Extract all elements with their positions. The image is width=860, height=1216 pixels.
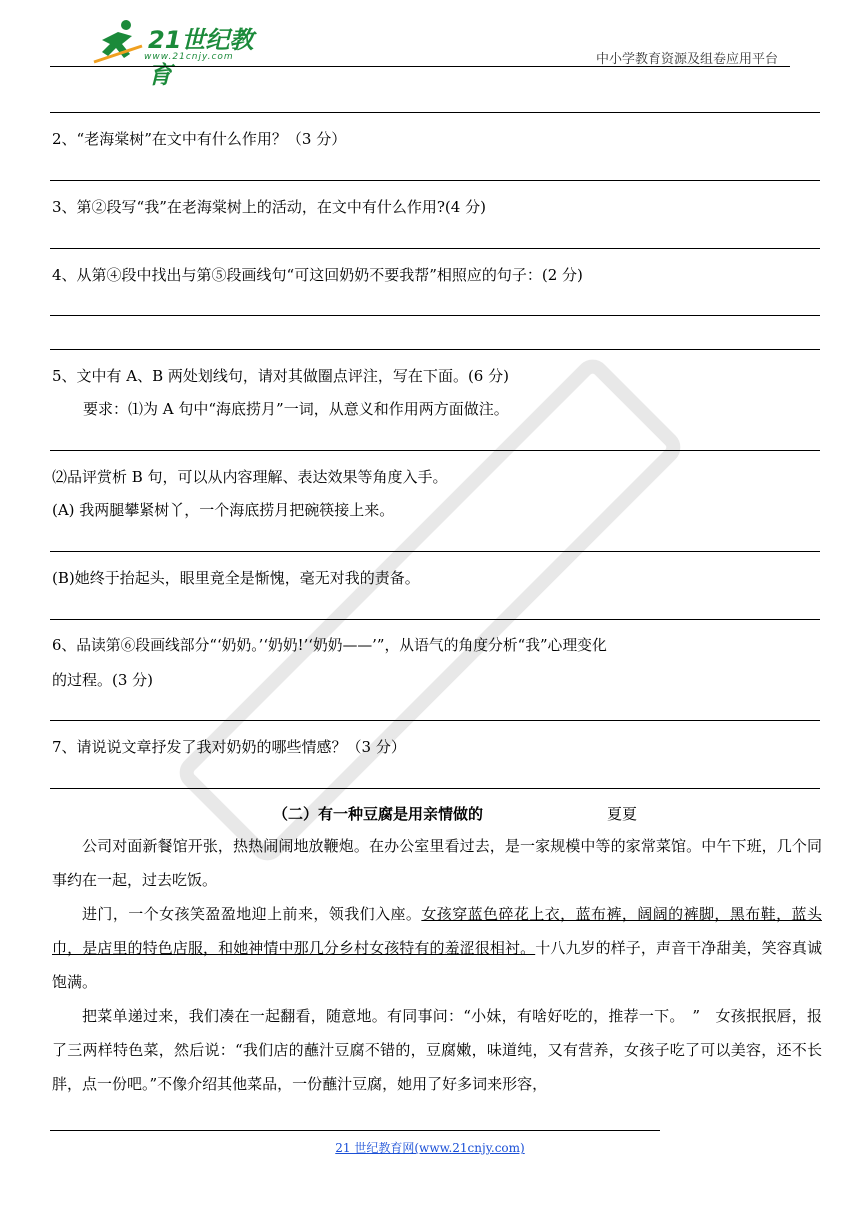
answer-line: [50, 248, 820, 249]
footer-link[interactable]: 21 世纪教育网(www.21cnjy.com): [335, 1141, 525, 1155]
logo-url: www.21cnjy.com: [144, 52, 234, 62]
question-6-line-2: 的过程。(3 分): [52, 671, 154, 689]
question-7: 7、请说说文章抒发了我对奶奶的哪些情感？（3 分）: [52, 738, 406, 756]
runner-logo-icon: [92, 18, 148, 64]
platform-name: 中小学教育资源及组卷应用平台: [595, 52, 778, 67]
section-author: 夏夏: [607, 805, 638, 823]
answer-line: [50, 180, 820, 181]
answer-line: [50, 315, 820, 316]
question-5-requirement: 要求：⑴为 A 句中“海底捞月”一词，从意义和作用两方面做注。: [83, 400, 509, 418]
paragraph-3-text: 把菜单递过来，我们凑在一起翻看，随意地。有同事问：“小妹，有啥好吃的，推荐一下。 ” 女孩抿抿唇，报了三两样特色菜，然后说：“我们店的蘸汁豆腐不错的，豆腐嫩，味道纯，又有营养，女孩子吃了可以美容，还不长胖，点一份吧。”不像介绍其他菜品，一份蘸汁豆腐，她用了好多词来形容，: [52, 1007, 822, 1093]
question-4: 4、从第④段中找出与第⑤段画线句“可这回奶奶不要我帮”相照应的句子：(2 分): [52, 266, 583, 284]
paragraph-2-underlined: 女孩穿蓝色碎花上衣，蓝布裤，阔阔的裤脚，黑布鞋，蓝头巾，是店里的特色店服，和她神情中那几分乡村女孩特有的羞涩很相衬。: [52, 905, 822, 957]
paragraph-1-text: 公司对面新餐馆开张，热热闹闹地放鞭炮。在办公室里看过去，是一家规模中等的家常菜馆。中午下班，几个同事约在一起，过去吃饭。: [52, 837, 822, 889]
passage-paragraph-1: [52, 829, 822, 897]
logo-text: 21世纪教育: [148, 26, 254, 89]
question-3: 3、第②段写“我”在老海棠树上的活动，在文中有什么作用?(4 分): [52, 198, 486, 216]
answer-line: [50, 720, 820, 721]
footer-divider: [50, 1130, 660, 1131]
answer-line: [50, 349, 820, 350]
paragraph-2-start: 进门，一个女孩笑盈盈地迎上前来，领我们入座。: [82, 905, 422, 923]
question-5-sentence-b: (B)她终于抬起头，眼里竟全是惭愧，毫无对我的责备。: [52, 569, 420, 587]
question-5-sentence-a: (A) 我两腿攀紧树丫，一个海底捞月把碗筷接上来。: [52, 501, 395, 519]
page-header: [0, 0, 860, 89]
question-2: 2、“老海棠树”在文中有什么作用？（3 分）: [52, 130, 347, 148]
answer-line: [50, 619, 820, 620]
answer-line: [50, 551, 820, 552]
paragraph-2-end: 十八九岁的样子，声音干净甜美，笑容真诚饱满。: [52, 939, 822, 991]
question-5: 5、文中有 A、B 两处划线句，请对其做圈点评注，写在下面。(6 分): [52, 367, 509, 385]
logo: [92, 18, 262, 89]
passage-paragraph-3: [52, 999, 822, 1101]
page-footer: [0, 1139, 860, 1156]
answer-line: [50, 450, 820, 451]
section-title: （二）有一种豆腐是用亲情做的: [273, 805, 484, 823]
header-divider: [50, 66, 790, 67]
answer-line: [50, 788, 820, 789]
question-5-requirement-2: ⑵品评赏析 B 句，可以从内容理解、表达效果等角度入手。: [52, 468, 448, 486]
passage-paragraph-2: [52, 897, 822, 999]
question-6-line-1: 6、品读第⑥段画线部分“‘奶奶。’‘奶奶!’‘奶奶——’”，从语气的角度分析“我”心理变化: [52, 637, 607, 654]
answer-line: [50, 112, 820, 113]
